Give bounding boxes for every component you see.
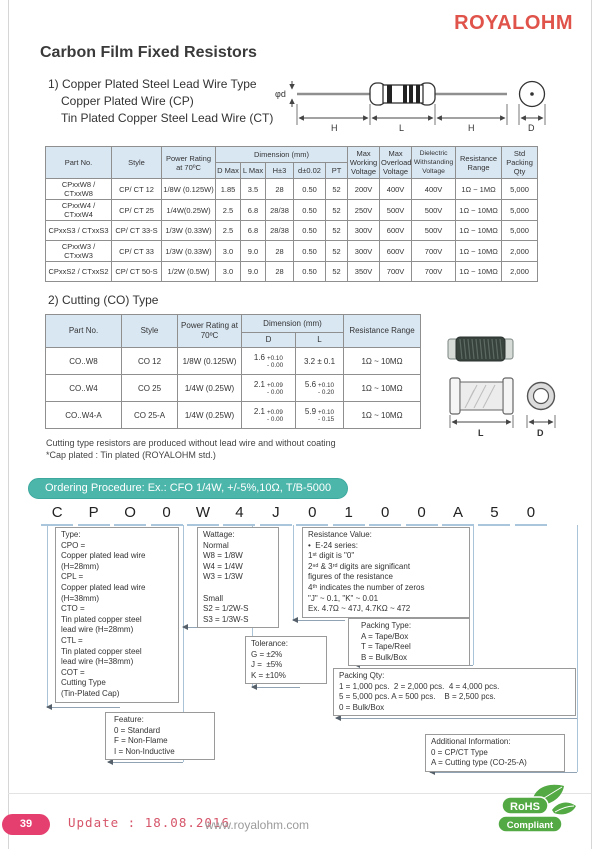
table-cell: 500V [412, 200, 456, 221]
code-letter: 0 [148, 504, 184, 526]
legend-line: Packing Qty: [339, 671, 385, 680]
table-cell: CO 25-A [122, 402, 178, 429]
table-cell: 2,000 [502, 241, 538, 262]
dimension-ticks [297, 104, 545, 125]
table-cell: 1Ω ~ 10MΩ [344, 348, 421, 375]
table-cell: 28/38 [266, 200, 294, 221]
update-date: Update : 18.08.2016 [68, 815, 230, 830]
dim-l-label: L [399, 123, 405, 133]
code-underline [333, 524, 365, 526]
table-cell: 1/4W(0.25W) [162, 200, 216, 221]
rohs-compliant-logo [496, 780, 580, 838]
co-col-style: Style [122, 315, 178, 348]
brand-logo: ROYALOHM [454, 12, 573, 34]
table-cell: 3.0 [216, 262, 241, 282]
code-underline [478, 524, 510, 526]
dimension-cell: 2.1 +0.09 - 0.00 [242, 402, 296, 429]
col-l-max: L Max [241, 163, 266, 179]
table-cell: 52 [326, 221, 348, 241]
legend-line: Packing Type: [361, 621, 412, 630]
table-row [46, 262, 538, 282]
col-std-packing: Std Packing Qty [502, 147, 538, 179]
legend-line: 0 = CP/CT Type [431, 747, 488, 757]
connector-arrow [293, 620, 345, 621]
table-cell: CP/ CT 50-S [112, 262, 162, 282]
legend-line: A = Tape/Box [361, 631, 409, 641]
dimension-cell: 2.1 +0.09 - 0.00 [242, 375, 296, 402]
col-max-overload: Max Overload Voltage [380, 147, 412, 179]
code-underline [151, 524, 183, 526]
legend-line: A = Cutting type (CO-25-A) [431, 758, 527, 768]
code-underline [260, 524, 292, 526]
legend-line: Type: [61, 530, 81, 539]
dimension-cell: 5.9 +0.10 - 0.15 [296, 402, 344, 429]
lead-wire-type-heading [48, 76, 273, 127]
note-line1: Cutting type resistors are produced without lead wire and without coating [46, 438, 336, 448]
table-cell: 400V [380, 179, 412, 200]
code-underline [296, 524, 328, 526]
table-cell: CO..W4 [46, 375, 122, 402]
table-row [46, 375, 421, 402]
dim-h-right-label: H [468, 123, 475, 133]
table-cell: 700V [412, 241, 456, 262]
legend-line: T = Tape/Reel [361, 642, 411, 652]
table-cell: 6.8 [241, 200, 266, 221]
col-dimension-group: Dimension (mm) [216, 147, 348, 163]
co-col-power: Power Rating at 70ºC [178, 315, 242, 348]
col-pt: PT [326, 163, 348, 179]
code-letter: W [185, 504, 221, 526]
order-code [39, 504, 549, 526]
legend-line: 0 = Bulk/Box [339, 702, 385, 712]
legend-line: 1ˢᵗ digit is "0" [308, 551, 355, 561]
table-cell: 28 [266, 241, 294, 262]
table-cell: 500V [412, 221, 456, 241]
connector-arrow [47, 707, 120, 708]
legend-line: W4 = 1/4W [203, 561, 243, 571]
page-title: Carbon Film Fixed Resistors [40, 44, 257, 61]
legend-line: Copper plated lead wire [61, 551, 146, 561]
ordering-procedure-banner: Ordering Procedure: Ex.: CFO 1/4W, +/-5%,10Ω, T/B-5000 [28, 478, 348, 499]
packing-qty-legend-box [333, 668, 576, 716]
table-row [46, 200, 538, 221]
table-cell: 9.0 [241, 241, 266, 262]
table-row [46, 402, 421, 429]
table-cell: 1Ω ~ 10MΩ [456, 200, 502, 221]
table-cell: CO 25 [122, 375, 178, 402]
dimension-cell: 1.6 +0.10 - 0.00 [242, 348, 296, 375]
legend-line: lead wire (H=28mm) [61, 625, 134, 635]
table-cell: 1Ω ~ 10MΩ [456, 221, 502, 241]
col-dielectric: Dielectric Withstanding Voltage [412, 147, 456, 179]
legend-line: Ex. 4.7Ω ~ 47J, 4.7KΩ ~ 472 [308, 604, 411, 614]
col-d-max: D Max [216, 163, 241, 179]
cut-d-label: D [537, 428, 544, 438]
table-cell: CP/ CT 12 [112, 179, 162, 200]
table-cell: 1/3W (0.33W) [162, 221, 216, 241]
cutting-type-heading: 2) Cutting (CO) Type [48, 293, 159, 307]
legend-line: lead wire (H=38mm) [61, 657, 134, 667]
table-cell: 300V [348, 221, 380, 241]
table-cell: 600V [380, 241, 412, 262]
table-cell: 700V [412, 262, 456, 282]
legend-line: J = ±5% [251, 660, 283, 670]
legend-line: K = ±10% [251, 670, 286, 680]
legend-line [203, 583, 273, 594]
table-cell: 28/38 [266, 221, 294, 241]
table-cell: 52 [326, 200, 348, 221]
resistor-dimension-diagram [275, 78, 595, 138]
additional-info-legend-box [425, 734, 565, 772]
table-row [46, 221, 538, 241]
rohs-text: RoHS [510, 801, 540, 813]
table-cell: CO..W4-A [46, 402, 122, 429]
table-cell: 1/8W (0.125W) [162, 179, 216, 200]
col-style: Style [112, 147, 162, 179]
table-cell: CP/ CT 33 [112, 241, 162, 262]
code-underline [78, 524, 110, 526]
co-col-part: Part No. [46, 315, 122, 348]
legend-line: (H=28mm) [61, 561, 100, 571]
connector-line [293, 525, 294, 620]
table-cell: CPxxW8 / CTxxW8 [46, 179, 112, 200]
legend-line: 4ᵗʰ indicates the number of zeros [308, 582, 425, 592]
table-cell: 3.5 [241, 179, 266, 200]
table-cell: 5,000 [502, 179, 538, 200]
legend-line: Tolerance: [251, 639, 288, 648]
table-cell: 1/2W (0.5W) [162, 262, 216, 282]
table-cell: 28 [266, 179, 294, 200]
table-cell: 200V [348, 179, 380, 200]
legend-line: S2 = 1/2W-S [203, 604, 249, 614]
table-cell: CP/ CT 33-S [112, 221, 162, 241]
table-cell: CPxxS3 / CTxxS3 [46, 221, 112, 241]
dim-h-left-label: H [331, 123, 338, 133]
code-letter: 4 [221, 504, 257, 526]
legend-line: I = Non-Inductive [114, 746, 175, 756]
phi-d-label: φd [275, 89, 286, 99]
legend-line: Feature: [114, 715, 144, 724]
resistance-value-legend-box [302, 527, 470, 618]
legend-line: Copper plated lead wire [61, 582, 146, 592]
co-col-range: Resistance Range [344, 315, 421, 348]
legend-line: • E-24 series: [308, 540, 358, 550]
table-cell: 1Ω ~ 10MΩ [344, 402, 421, 429]
legend-line: CTL = [61, 635, 83, 645]
legend-line: 1 = 1,000 pcs. 2 = 2,000 pcs. 4 = 4,000 pcs. [339, 681, 500, 691]
code-underline [406, 524, 438, 526]
tolerance-legend-box [245, 636, 327, 684]
page-number-badge: 39 [2, 814, 50, 835]
table-cell: 52 [326, 179, 348, 200]
packing-type-legend-box [348, 618, 470, 666]
table-cell: 1Ω ~ 10MΩ [344, 375, 421, 402]
code-letter: 5 [476, 504, 512, 526]
legend-line: Additional Information: [431, 737, 511, 746]
table-cell: 2.5 [216, 221, 241, 241]
resistor-body [370, 83, 435, 105]
code-letter: 0 [513, 504, 549, 526]
legend-line: CPO = [61, 540, 86, 550]
legend-line: W3 = 1/3W [203, 572, 243, 582]
cutting-resistor-drawing [450, 378, 513, 414]
cut-l-label: L [478, 428, 484, 438]
cutting-resistor-illustration [438, 312, 600, 440]
table-cell: 500V [380, 200, 412, 221]
table-cell: CPxxS2 / CTxxS2 [46, 262, 112, 282]
leaf-icon [552, 803, 576, 815]
connector-line [577, 525, 578, 772]
connector-arrow [252, 687, 300, 688]
table-cell: 52 [326, 241, 348, 262]
note-line2: *Cap plated : Tin plated (ROYALOHM std.) [46, 450, 216, 460]
table-cell: 5,000 [502, 221, 538, 241]
table-cell: 6.8 [241, 221, 266, 241]
table-cell: 1.85 [216, 179, 241, 200]
connector-line [473, 525, 474, 665]
table-cell: 0.50 [294, 179, 326, 200]
code-letter: A [440, 504, 476, 526]
co-table [45, 314, 421, 429]
code-letter: P [75, 504, 111, 526]
col-resistance-range: Resistance Range [456, 147, 502, 179]
table-cell: CPxxW4 / CTxxW4 [46, 200, 112, 221]
dimension-cell: 5.6 +0.10 - 0.20 [296, 375, 344, 402]
code-underline [442, 524, 474, 526]
code-underline [515, 524, 547, 526]
table-cell: 2,000 [502, 262, 538, 282]
code-letter: J [258, 504, 294, 526]
legend-line: Tin plated copper steel [61, 646, 142, 656]
type-legend-box [55, 527, 179, 703]
dimension-cell: 3.2 ± 0.1 [296, 348, 344, 375]
co-col-dimension-group: Dimension (mm) [242, 315, 344, 333]
table-cell: 3.0 [216, 241, 241, 262]
table-cell: 1Ω ~ 1MΩ [456, 179, 502, 200]
col-h: H±3 [266, 163, 294, 179]
section1-line3: Tin Plated Copper Steel Lead Wire (CT) [61, 111, 274, 125]
table-cell: 250V [348, 200, 380, 221]
cp-ct-table [45, 146, 538, 282]
page-edge-left [8, 0, 9, 849]
table-cell: 52 [326, 262, 348, 282]
table-cell: 0.50 [294, 241, 326, 262]
table-cell: 0.50 [294, 200, 326, 221]
table-cell: CP/ CT 25 [112, 200, 162, 221]
wattage-legend-box [197, 527, 279, 628]
co-col-l: L [296, 333, 344, 348]
co-col-d: D [242, 333, 296, 348]
table-cell: 0.50 [294, 262, 326, 282]
table-cell: 2.5 [216, 200, 241, 221]
website-link[interactable]: www.royalohm.com [205, 818, 310, 832]
legend-line: W8 = 1/8W [203, 551, 243, 561]
table-cell: 1/4W (0.25W) [178, 402, 242, 429]
section1-line2: Copper Plated Wire (CP) [61, 94, 194, 108]
table-row [46, 348, 421, 375]
code-underline [187, 524, 219, 526]
col-d-small: d±0.02 [294, 163, 326, 179]
col-part-no: Part No. [46, 147, 112, 179]
legend-line: Tin plated copper steel [61, 614, 142, 624]
table-cell: 1/8W (0.125W) [178, 348, 242, 375]
legend-line: 5 = 5,000 pcs. A = 500 pcs. B = 2,500 pcs. [339, 692, 496, 702]
connector-arrow [336, 718, 577, 719]
legend-line: B = Bulk/Box [361, 652, 408, 662]
code-letter: C [39, 504, 75, 526]
table-row [46, 179, 538, 200]
table-cell: 400V [412, 179, 456, 200]
code-letter: O [112, 504, 148, 526]
legend-line: COT = [61, 667, 85, 677]
legend-line: F = Non-Flame [114, 736, 168, 746]
legend-line: (Tin-Plated Cap) [61, 688, 120, 698]
legend-line: G = ±2% [251, 649, 283, 659]
legend-line: 2ⁿᵈ & 3ʳᵈ digits are significant [308, 561, 411, 571]
table-cell: 9.0 [241, 262, 266, 282]
code-letter: 1 [331, 504, 367, 526]
cutting-resistor-photo [448, 337, 513, 361]
col-power: Power Rating at 70ºC [162, 147, 216, 179]
code-underline [223, 524, 255, 526]
table-cell: 300V [348, 241, 380, 262]
table-cell: 1Ω ~ 10MΩ [456, 262, 502, 282]
col-max-working: Max Working Voltage [348, 147, 380, 179]
table-cell: CO..W8 [46, 348, 122, 375]
legend-line: (H=38mm) [61, 593, 100, 603]
legend-line: figures of the resistance [308, 572, 393, 582]
legend-line: S3 = 1/3W-S [203, 614, 249, 624]
table-cell: 600V [380, 221, 412, 241]
table-cell: CPxxW3 / CTxxW3 [46, 241, 112, 262]
table-cell: 700V [380, 262, 412, 282]
legend-line: CPL = [61, 572, 84, 582]
legend-line: CTO = [61, 604, 85, 614]
table-cell: 350V [348, 262, 380, 282]
code-underline [369, 524, 401, 526]
connector-arrow [108, 762, 183, 763]
table-cell: 1/4W (0.25W) [178, 375, 242, 402]
table-cell: 5,000 [502, 200, 538, 221]
section1-line1: 1) Copper Plated Steel Lead Wire Type [48, 77, 257, 91]
legend-line: Small [203, 593, 224, 603]
table-cell: 1/3W (0.33W) [162, 241, 216, 262]
table-cell: 1Ω ~ 10MΩ [456, 241, 502, 262]
legend-line: 0 = Standard [114, 725, 161, 735]
connector-line [47, 525, 48, 707]
legend-line: Resistance Value: [308, 530, 372, 539]
code-letter: 0 [294, 504, 330, 526]
cutting-end-ring [528, 383, 555, 410]
table-cell: CO 12 [122, 348, 178, 375]
table-cell: 28 [266, 262, 294, 282]
dim-d-label: D [528, 123, 535, 133]
compliant-text: Compliant [506, 820, 554, 831]
code-underline [114, 524, 146, 526]
table-cell: 0.50 [294, 221, 326, 241]
code-letter: 0 [367, 504, 403, 526]
legend-line: "J" ~ 0.1, "K" ~ 0.01 [308, 593, 379, 603]
table-notes [46, 437, 336, 461]
connector-arrow [430, 772, 577, 773]
code-letter: 0 [403, 504, 439, 526]
legend-line: Cutting Type [61, 678, 106, 688]
co-table-body [46, 348, 421, 429]
table-row [46, 241, 538, 262]
cp-table-body [46, 179, 538, 282]
feature-legend-box [105, 712, 215, 760]
legend-line: Wattage: [203, 530, 235, 539]
legend-line: Normal [203, 540, 229, 550]
